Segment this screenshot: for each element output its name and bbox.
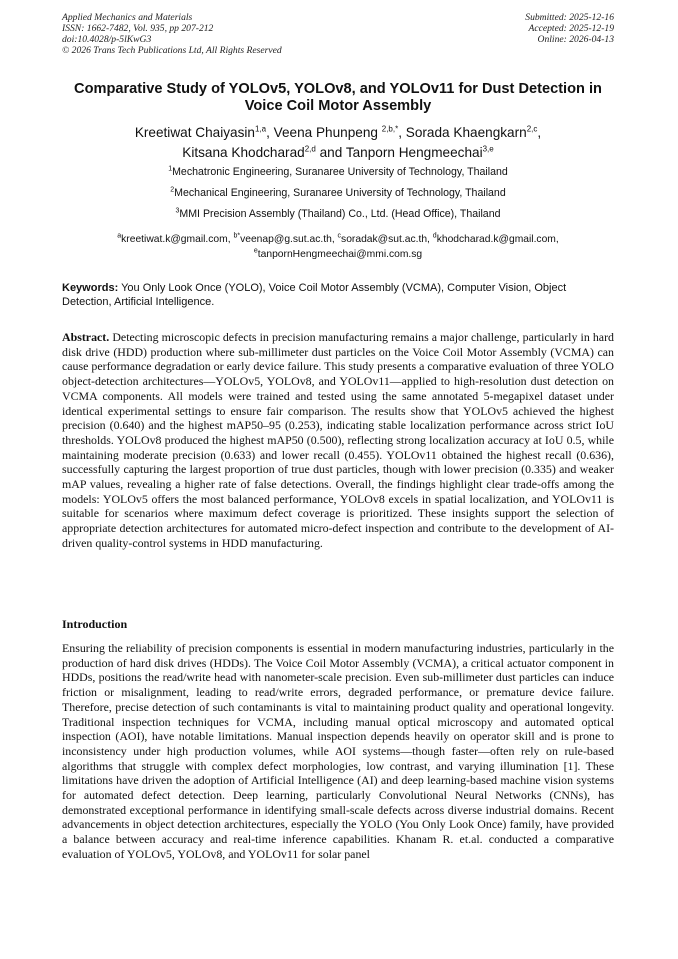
- email-sup: b*: [233, 232, 241, 240]
- affiliation-sup: 2: [170, 186, 175, 194]
- journal-doi: doi:10.4028/p-5lKwG3: [62, 33, 152, 45]
- abstract-label: Abstract.: [62, 330, 110, 344]
- keywords-text: You Only Look Once (YOLO), Voice Coil Motor Assembly (VCMA), Computer Vision, Object Detection, Artificial Intelligence.: [62, 282, 567, 308]
- author-affil-sup: 3,e: [482, 144, 494, 154]
- keywords-section: [62, 281, 614, 309]
- email-address[interactable]: tanpornHengmeechai@mmi.com.sg: [257, 249, 423, 260]
- author-affil-sup: 2,d: [304, 144, 316, 154]
- author-affil-sup: 2,b,*: [381, 124, 399, 134]
- author-name: Kreetiwat Chaiyasin: [134, 125, 255, 140]
- affiliation: [62, 166, 614, 187]
- affiliation-text: MMI Precision Assembly (Thailand) Co., Ltd. (Head Office), Thailand: [179, 208, 501, 220]
- email-sup: a: [117, 232, 122, 240]
- author-separator: and: [315, 145, 346, 160]
- journal-issn: ISSN: 1662-7482, Vol. 935, pp 207-212: [62, 22, 214, 34]
- author-separator: ,: [266, 125, 274, 140]
- author-name: Tanporn Hengmeechai: [345, 145, 483, 160]
- affiliation-sup: 3: [175, 207, 180, 215]
- email-list: [62, 232, 614, 262]
- author-separator: ,: [398, 125, 406, 140]
- author-affil-sup: 2,c: [526, 124, 538, 134]
- abstract-text: Detecting microscopic defects in precision manufacturing remains a major challenge, particularly in hard disk drive (HDD) production where sub-millimeter dust particles on the Voice Coil Motor Assembly (VCMA) can cause performance degradation or early device failure. This study presents a comparative evaluation of three YOLO object-detection architectures—YOLOv5, YOLOv8, and YOLOv11—applied to high-resolution dust detection on VCMA components. All models were trained and tested using the same annotated 5-megapixel dataset under identical experimental settings to ensure fair comparison. The results show that YOLOv5 achieved the highest precision (0.640) and the highest mAP50–95 (0.253), indicating stable localization performance across strict IoU thresholds. YOLOv8 produced the highest mAP50 (0.500), reflecting strong localization accuracy at IoU 0.5, while maintaining moderate precision (0.633) and lower recall (0.455). YOLOv11 obtained the highest recall (0.636), successfully capturing the largest proportion of true dust particles, though with lower precision (0.335) and weaker mAP values, revealing a higher rate of false detections. Overall, the findings highlight clear trade-offs among the models: YOLOv5 offers the most balanced performance, YOLOv8 excels in spatial localization, and YOLOv11 is suitable for scenarios where maximum defect coverage is prioritized. These insights support the selection of appropriate detection architectures for automated micro-defect inspection and contribute to the development of AI-driven quality-control systems in HDD manufacturing.: [62, 330, 614, 550]
- introduction-heading: Introduction: [62, 617, 128, 631]
- affiliation-list: [62, 166, 614, 229]
- affiliation-text: Mechanical Engineering, Suranaree University of Technology, Thailand: [174, 187, 506, 199]
- affiliation: [62, 208, 614, 229]
- keywords-label: Keywords:: [62, 282, 119, 294]
- author-list: [62, 123, 614, 163]
- author-separator: ,: [537, 125, 542, 140]
- email-sup: e: [253, 247, 258, 255]
- affiliation-text: Mechatronic Engineering, Suranaree University of Technology, Thailand: [172, 166, 508, 178]
- paper-title: Comparative Study of YOLOv5, YOLOv8, and YOLOv11 for Dust Detection in Voice Coil Motor Assembly: [74, 81, 602, 114]
- journal-header: [62, 13, 282, 57]
- affiliation: [62, 187, 614, 208]
- email-address[interactable]: kreetiwat.k@gmail.com,: [121, 234, 234, 245]
- introduction-text: Ensuring the reliability of precision components is essential in modern manufacturing industries, particularly in the production of hard disk drives (HDDs). The Voice Coil Motor Assembly (VCMA), a critical actuator component in HDDs, positions the read/write head with nanometer-scale precision. Even sub-millimeter dust particles can induce friction or misalignment, leading to read/write errors, degraded performance, or premature device failure. Therefore, precise detection of such contaminants is vital to maintaining product quality and operational longevity. Traditional inspection techniques for VCMA, including manual optical microscopy and automated optical inspection (AOI), have notable limitations. Manual inspection depends heavily on operator skill and is prone to inconsistency under high production volumes, while AOI systems—though faster—often rely on rule-based algorithms that struggle with complex defect morphologies, low contrast, and varying illumination [1]. These limitations have driven the adoption of Artificial Intelligence (AI) and deep learning-based machine vision systems for automated defect detection. Deep learning, particularly Convolutional Neural Networks (CNNs), has demonstrated exceptional performance in identifying small-scale defects across diverse industrial domains. Recent advancements in object detection architectures, especially the YOLO (You Only Look Once) family, have provided a balance between accuracy and real-time inference capabilities. Khanam R. et.al. conducted a comparative evaluation of YOLOv5, YOLOv8, and YOLOv11 for solar panel: [62, 641, 614, 861]
- email-address[interactable]: veenap@g.sut.ac.th,: [240, 234, 338, 245]
- online-date: Online: 2026-04-13: [537, 33, 614, 45]
- dates-header: [525, 13, 614, 46]
- journal-copyright: © 2026 Trans Tech Publications Ltd, All Rights Reserved: [62, 44, 282, 56]
- author-name: Sorada Khaengkarn: [405, 125, 527, 140]
- author-name: Kitsana Khodcharad: [182, 145, 305, 160]
- email-sup: d: [432, 232, 437, 240]
- author-name: Veena Phunpeng: [273, 125, 382, 140]
- submitted-date: Submitted: 2025-12-16: [525, 12, 614, 23]
- journal-name: Applied Mechanics and Materials: [62, 12, 193, 23]
- email-address[interactable]: khodcharad.k@gmail.com,: [436, 234, 559, 245]
- email-sup: c: [337, 232, 342, 240]
- email-address[interactable]: soradak@sut.ac.th,: [341, 234, 433, 245]
- accepted-date: Accepted: 2025-12-19: [528, 22, 614, 34]
- abstract-section: [62, 330, 614, 551]
- affiliation-sup: 1: [168, 165, 173, 173]
- author-affil-sup: 1,a: [254, 124, 267, 134]
